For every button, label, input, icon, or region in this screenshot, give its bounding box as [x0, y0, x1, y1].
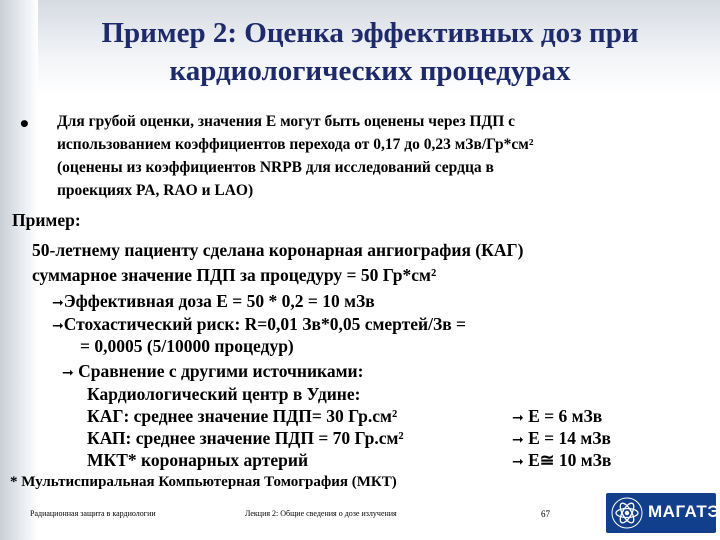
row-kag-result [512, 406, 602, 427]
row-kap-result [512, 428, 611, 449]
row-mkt-result-text: E≅ 10 мЗв [528, 450, 612, 470]
row-kag-result-text: E = 6 мЗв [528, 406, 603, 426]
title-line-2: кардиологических процедурах [169, 55, 571, 87]
atom-icon [610, 496, 644, 530]
logo-text: МАГАТЭ [648, 502, 720, 521]
bullet-line-4: проекциях PA, RAO и LAO) [57, 182, 254, 199]
bullet-line-3: (оценены из коэффициентов NRPB для исследований сердца в [57, 159, 494, 176]
iaea-logo [606, 493, 720, 533]
row-mkt-result [512, 450, 611, 471]
footnote: * Мультиспиральная Компьютерная Томография (МКТ) [10, 474, 397, 490]
arrow-icon: ➞ [62, 365, 74, 381]
patient-line: 50-летнему пациенту сделана коронарная ангиография (КАГ) [32, 240, 524, 260]
comparison-text: Сравнение с другими источниками: [78, 361, 364, 381]
arrow-icon: ➞ [512, 454, 524, 470]
comparison-line [62, 361, 363, 382]
arrow-icon: ➞ [52, 318, 64, 334]
total-dap-line: суммарное значение ПДП за процедуру = 50 Гр*см² [32, 265, 437, 285]
footer-course: Радиационная защита в кардиологии [30, 509, 156, 518]
row-kap-label: КАП: среднее значение ПДП = 70 Гр.см² [87, 428, 404, 448]
example-heading: Пример: [12, 210, 81, 230]
center-line: Кардиологический центр в Удине: [87, 384, 361, 404]
footer-page-number: 67 [541, 509, 550, 519]
risk-result-line: = 0,0005 (5/10000 процедур) [80, 336, 294, 356]
bullet-line-2: использованием коэффициентов перехода от 0,17 до 0,23 мЗв/Гр*см² [57, 136, 534, 153]
title-line-1: Пример 2: Оценка эффективных доз при [101, 17, 639, 49]
effective-dose-text: Эффективная доза Е = 50 * 0,2 = 10 мЗв [63, 291, 375, 311]
arrow-icon: ➞ [52, 295, 64, 311]
row-kap-result-text: E = 14 мЗв [528, 428, 611, 448]
slide-title [40, 14, 700, 90]
arrow-icon: ➞ [512, 410, 524, 426]
bullet-marker: • [18, 112, 31, 136]
footer-lecture: Лекция 2: Общие сведения о дозе излучения [245, 509, 397, 518]
risk-line [52, 314, 466, 335]
risk-text: Стохастический риск: R=0,01 Зв*0,05 смертей/Зв = [63, 314, 466, 334]
row-mkt-label: МКТ* коронарных артерий [87, 450, 309, 470]
bullet-line-1: Для грубой оценки, значения Е могут быть оценены через ПДП с [57, 113, 516, 130]
row-kag-label: КАГ: среднее значение ПДП= 30 Гр.см² [87, 406, 398, 426]
bullet-paragraph [57, 110, 697, 202]
effective-dose-line [52, 291, 375, 312]
arrow-icon: ➞ [512, 432, 524, 448]
